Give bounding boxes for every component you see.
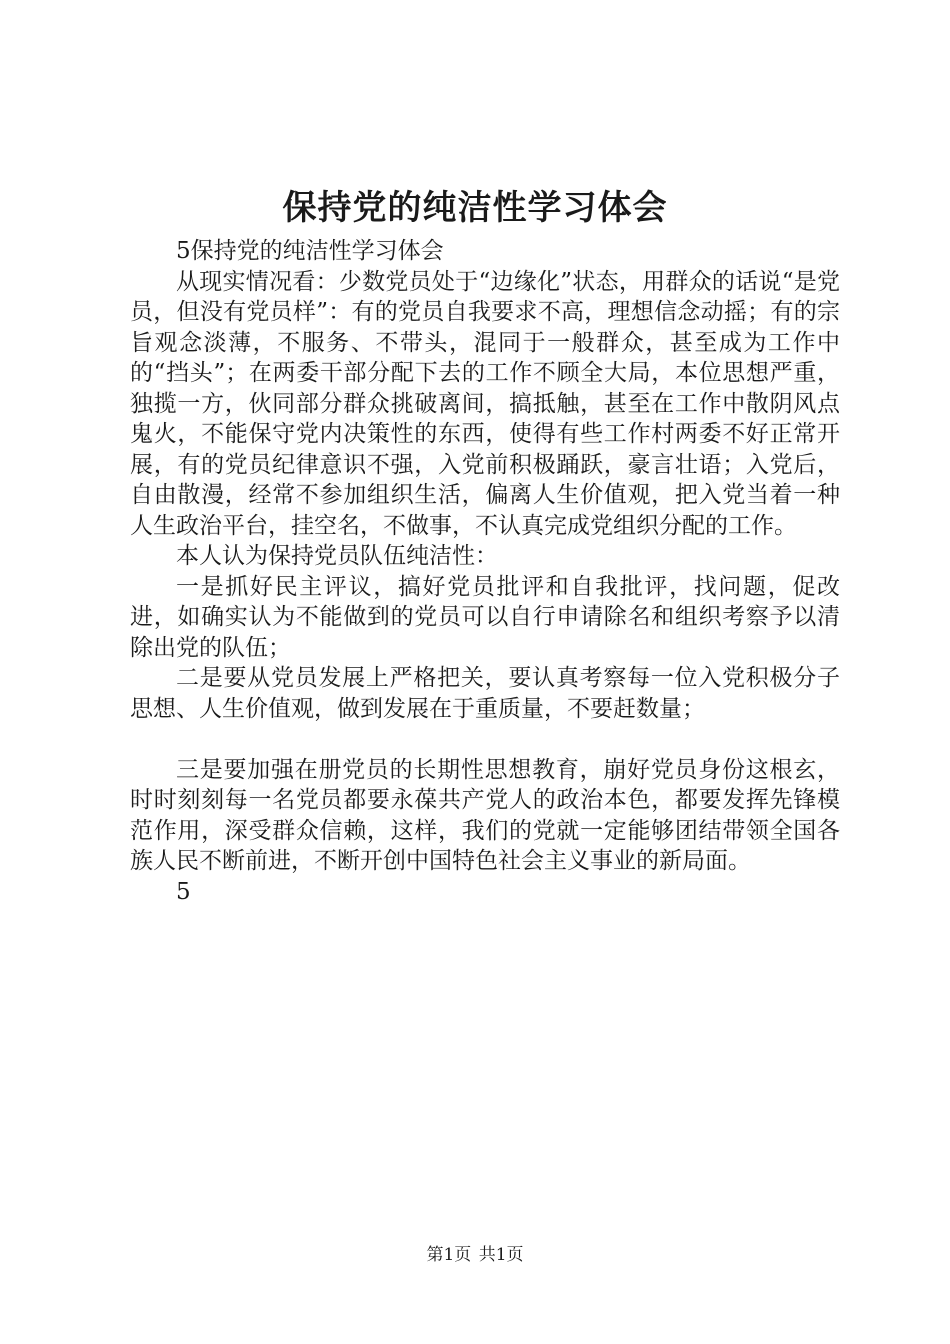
paragraph-situation: 从现实情况看：少数党员处于“边缘化”状态，用群众的话说“是党员，但没有党员样”：有的党员自我要求不高，理想信念动摇；有的宗旨观念淡薄，不服务、不带头，混同于一般群众，甚至成为工作中的“挡头”；在两委干部分配下去的工作不顾全大局，本位思想严重，独揽一方，伙同部分群众挑破离间，搞抵触，甚至在工作中散阴风点鬼火，不能保守党内决策性的东西，使得有些工作村两委不好正常开展，有的党员纪律意识不强，入党前积极踊跃，豪言壮语；入党后，自由散漫，经常不参加组织生活，偏离人生价值观，把入党当着一种人生政治平台，挂空名，不做事，不认真完成党组织分配的工作。 — [130, 268, 840, 539]
document-title: 保持党的纯洁性学习体会 — [282, 188, 668, 228]
paragraph-point-three: 三是要加强在册党员的长期性思想教育，崩好党员身份这根玄，时时刻刻每一名党员都要永葆共产党人的政治本色，都要发挥先锋模范作用，深受群众信赖，这样，我们的党就一定能够团结带领全国各族人民不断前进，不断开创中国特色社会主义事业的新局面。 — [130, 756, 840, 874]
paragraph-trailing-number: 5 — [176, 878, 191, 905]
page-footer: 第1页 共1页 — [426, 1245, 524, 1265]
paragraph-point-one: 一是抓好民主评议，搞好党员批评和自我批评，找问题，促改进，如确实认为不能做到的党员可以自行申请除名和组织考察予以清除出党的队伍； — [130, 573, 840, 661]
paragraph-opinion-intro: 本人认为保持党员队伍纯洁性： — [176, 543, 498, 569]
paragraph-point-two: 二是要从党员发展上严格把关，要认真考察每一位入党积极分子思想、人生价值观，做到发展在于重质量，不要赶数量； — [130, 665, 840, 722]
document-body — [130, 236, 840, 907]
document-subtitle: 5保持党的纯洁性学习体会 — [176, 238, 444, 264]
paragraph-spacer — [130, 724, 840, 755]
